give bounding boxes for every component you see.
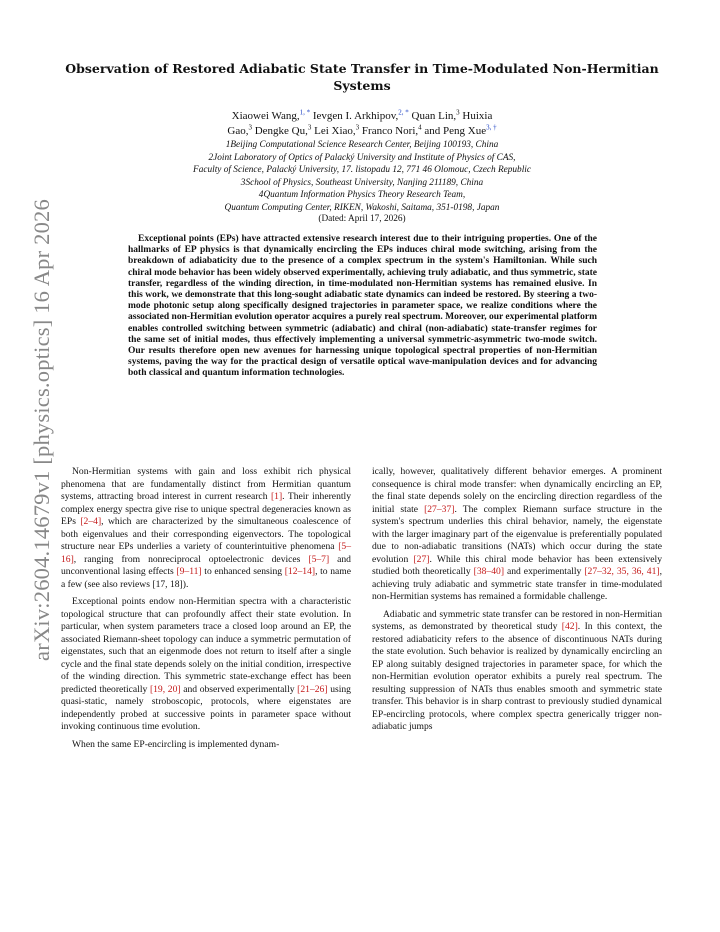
date-line: (Dated: April 17, 2026) [318,214,406,224]
author-sup: 3 [248,123,252,132]
affiliations [60,139,664,214]
arxiv-sidebar [22,180,62,680]
author-sup: 3 [307,123,312,132]
text-run: Exceptional points endow non-Hermitian spectra with a characteristic topological structure that can profoundly affect their state evolution. In particular, when system parameters trace a closed loop around an EP, the associated Riemann-sheet topology can induce a symmetric permutation of eigenstates, such that an eigenmode does not return to itself after a single cycle and the final state depends solely on the initial condition, irrespective of the winding direction. This symmetric state-exchange effect has been predicted theoretically [61,596,351,695]
author: Franco Nori, [361,125,419,137]
paragraph [372,609,662,734]
citation-link[interactable]: [27–32, 35, 36, 41] [584,566,660,577]
text-run: . Their inherently complex energy spectra give rise to unique spectral degeneracies known as EPs [61,491,351,527]
citation-link[interactable]: [5–7] [308,553,330,565]
text-run: , which are characterized by the simultaneous coalescence of both eigenvalues and their corresponding eigenvectors. The topological structure near EPs underlies a variety of counterintuitive phenomena [61,516,351,552]
text-run: . The complex Riemann surface structure in the system's spectrum underlies this chiral behavior, namely, the eigenstate with the larger imaginary part of the eigenvalue is preferentially populated due to non-adiabatic transitions (NATs) which occur during the state evolution [372,503,663,565]
author-list [100,109,624,139]
author-sup: 4 [418,123,422,132]
citation-link[interactable]: [38–40] [473,566,505,577]
affiliation-line: 4Quantum Information Physics Theory Research Team, [258,190,466,200]
citation-link[interactable]: [27] [413,553,430,565]
author: Huixia [462,110,493,122]
author: Lei Xiao, [314,125,356,137]
affiliation-line: Quantum Computing Center, RIKEN, Wakoshi, Saitama, 351-0198, Japan [224,202,500,213]
citation-link[interactable]: [5–16] [61,541,351,565]
text-run: , to name a few (see also reviews [61,566,352,590]
paper-title: Observation of Restored Adiabatic State Transfer in Time-Modulated Non-Hermitian Systems [65,61,659,93]
text-run: , ranging from nonreciprocal optoelectronic devices [73,553,309,565]
text-run: and experimentally [504,566,585,577]
citation-link[interactable]: [21–26] [297,683,328,695]
citation-link[interactable]: [19, 20] [149,683,181,695]
citation-link[interactable]: [17, 18] [152,578,183,590]
paragraph [372,466,662,604]
citation-link[interactable]: [1] [270,491,283,502]
author-sup: 3, † [486,123,497,132]
text-run: . While this chiral mode behavior has been extensively studied both theoretically [372,553,663,577]
citation-link[interactable]: [2–4] [80,516,102,527]
affiliation-line: 3School of Physics, Southeast University, Nanjing 211189, China [240,177,484,188]
arxiv-identifier: arXiv:2604.14679v1 [physics.optics] 16 Apr 2026 [29,199,54,661]
text-run: and observed experimentally [180,683,298,695]
citation-link[interactable]: [42] [561,621,578,632]
author-sup: 1, * [299,108,311,117]
body-column-left [61,466,351,756]
text-run: to enhanced sensing [201,566,285,577]
text-run: ically, however, qualitatively different behavior emerges. A prominent consequence is chiral mode transfer: when dynamically encircling an EP, the final state depends solely on the encircling direction regardless of the initial state [372,466,662,515]
author: and Peng Xue [424,125,487,137]
author: Gao, [227,125,249,137]
author: Xiaowei Wang, [231,110,300,122]
affiliation-line: 2Joint Laboratory of Optics of Palacký University and Institute of Physics of CAS, [208,152,516,163]
paragraph: When the same EP-encircling is implemented dynam- [72,738,280,750]
author: Ievgen I. Arkhipov, [312,110,399,122]
author: Quan Lin, [411,110,457,122]
text-run: . In this context, the restored adiabaticity refers to the absence of discontinuous NATs during the state evolution. Such behavior is realized by dynamically encircling an EP along suitably designed trajectories in parameter space, for which the non-Hermitian evolution operator exhibits a purely real spectrum. The resulting suppression of NATs thus enables smooth and symmetric state transfer. This behavior is in sharp contrast to previously studied dynamical EP-encircling protocols, where complex spectra generically trigger non-adiabatic jumps [372,621,663,732]
author: Dengke Qu, [254,125,308,137]
citation-link[interactable]: [9–11] [176,566,202,577]
paragraph [61,596,351,734]
author-sup: 3 [456,108,460,117]
citation-link[interactable]: [27–37] [424,503,455,515]
text-run: and unconventional lasing effects [61,553,351,577]
text-run: ). [182,578,189,590]
citation-link[interactable]: [12–14] [284,566,316,577]
affiliation-line: Faculty of Science, Palacký University, 17. listopadu 12, 771 46 Olomouc, Czech Republic [193,165,531,175]
affiliation-line: 1Beijing Computational Science Research Center, Beijing 100193, China [225,140,499,150]
body-column-right [372,466,662,739]
abstract: Exceptional points (EPs) have attracted extensive research interest due to their intriguing properties. One of the hallmarks of EP physics is that dynamically encircling the EPs induces chiral mode switching, arising from the breakdown of adiabaticity due to the presence of a complex spectrum in the system's Hamiltonian. While such chiral mode behavior has been widely observed experimentally, achieving truly adiabatic, and thus symmetric, state transfer, regardless of the winding direction, in time-modulated non-Hermitian systems has remained elusive. In this work, we demonstrate that this long-sought adiabatic state dynamics can indeed be restored. By steering a two-mode photonic setup along specifically designed trajectories in parameter space, we realize conditions where the associated non-Hermitian evolution operator acquires a purely real spectrum. Moreover, our experimental platform enables controlled switching between symmetric (adiabatic) and chiral (non-adiabatic) state-transfer regimes for the same set of initial modes, thus effectively implementing a universal symmetric-asymmetric two-mode switch. Our results therefore open new avenues for harnessing unique topological spectral properties of non-Hermitian systems, paving the way for the practical design of versatile optical wave-manipulation devices and for advancing both classical and quantum information technologies. [128,234,597,379]
author-sup: 3 [355,123,360,132]
author-sup: 2, * [398,108,409,117]
text-run: , achieving truly adiabatic and symmetric state transfer in time-modulated non-Hermitian systems has remained a formidable challenge. [372,566,662,602]
text-run: using quasi-static, namely stroboscopic, protocols, where eigenstates are independently probed at successive points in parameter space without invoking continuous time evolution. [61,683,351,732]
text-run: Non-Hermitian systems with gain and loss exhibit rich physical phenomena that are fundamentally distinct from Hermitian quantum systems, attracting broad interest in current research [61,466,351,502]
paragraph [61,466,351,591]
text-run: Adiabatic and symmetric state transfer can be restored in non-Hermitian systems, as demonstrated by theoretical study [372,608,662,632]
